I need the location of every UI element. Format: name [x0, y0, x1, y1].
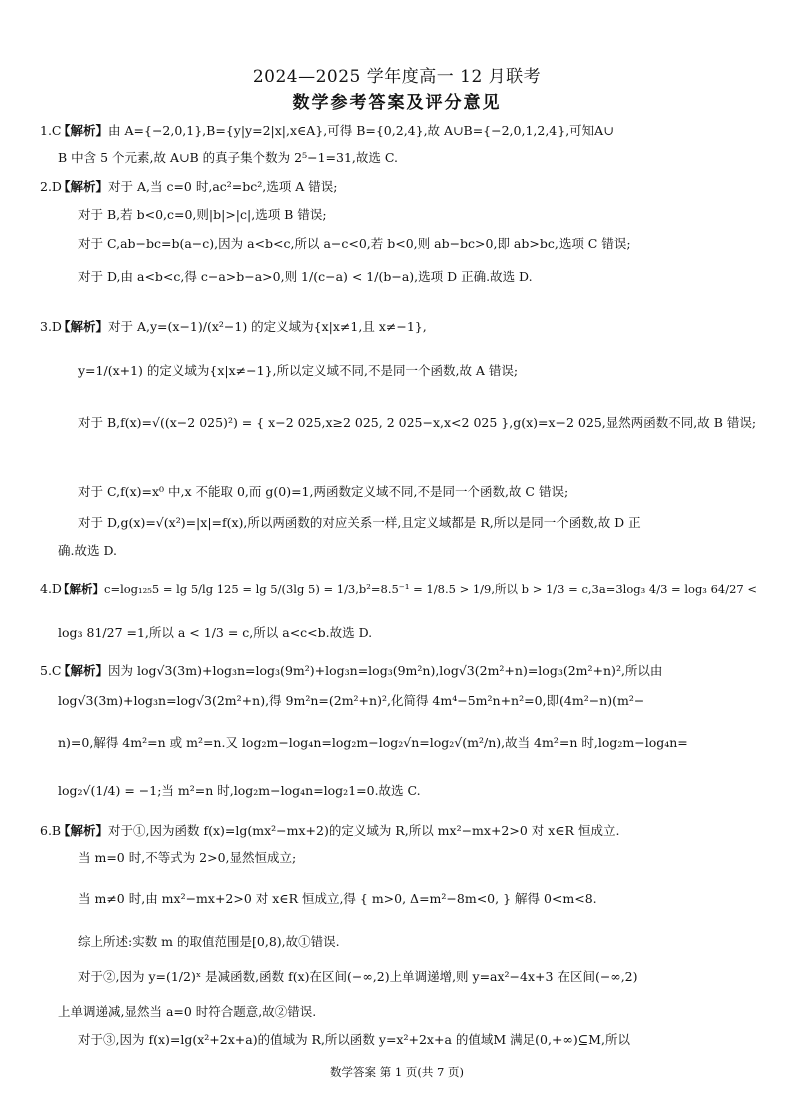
q2-text-3: 对于 C,ab−bc=b(a−c),因为 a<b<c,所以 a−c<0,若 b<0,则 ab−bc>0,即 ab>bc,选项 C 错误;	[78, 236, 631, 251]
answer-key-title: 数学参考答案及评分意见	[292, 93, 502, 113]
q3-text-1: 对于 A,y=(x−1)/(x²−1) 的定义域为{x|x≠1,且 x≠−1},	[108, 319, 427, 334]
q1-text-2: B 中含 5 个元素,故 A∪B 的真子集个数为 2⁵−1=31,故选 C.	[58, 150, 398, 165]
q3-text-6: 确.故选 D.	[58, 543, 117, 558]
q2-label: 【解析】	[58, 179, 109, 194]
q4-text-1: c=log₁₂₅5 = lg 5/lg 125 = lg 5/(3lg 5) = 1/3,b²=8.5⁻¹ = 1/8.5 > 1/9,所以 b > 1/3 = c,3a=3log₃ 4/3 = log₃ 64/27 <	[104, 582, 758, 596]
q2-text-2: 对于 B,若 b<0,c=0,则|b|>|c|,选项 B 错误;	[78, 207, 327, 222]
q4-text-2: log₃ 81/27 =1,所以 a < 1/3 = c,所以 a<c<b.故选 D.	[58, 625, 373, 640]
q6-text-4: 综上所述:实数 m 的取值范围是[0,8),故①错误.	[78, 934, 340, 949]
q6-text-3: 当 m≠0 时,由 mx²−mx+2>0 对 x∈R 恒成立,得 { m>0, Δ=m²−8m<0, } 解得 0<m<8.	[78, 891, 597, 906]
q3-text-2: y=1/(x+1) 的定义域为{x|x≠−1},所以定义域不同,不是同一个函数,故 A 错误;	[78, 363, 519, 378]
q6-label: 【解析】	[58, 823, 109, 838]
q3-text-3: 对于 B,f(x)=√((x−2 025)²) = { x−2 025,x≥2 025, 2 025−x,x<2 025 },g(x)=x−2 025,显然两函数不同,故 B 错误;	[78, 415, 757, 430]
q4-number: 4.D	[40, 581, 62, 596]
q6-text-5: 对于②,因为 y=(1/2)ˣ 是减函数,函数 f(x)在区间(−∞,2)上单调递增,则 y=ax²−4x+3 在区间(−∞,2)	[78, 969, 638, 984]
q3-number: 3.D	[40, 319, 62, 334]
q3-text-5: 对于 D,g(x)=√(x²)=|x|=f(x),所以两函数的对应关系一样,且定义域都是 R,所以是同一个函数,故 D 正	[78, 515, 641, 530]
q1-number: 1.C	[40, 123, 62, 138]
q2-number: 2.D	[40, 179, 62, 194]
q6-text-6: 上单调递减,显然当 a=0 时符合题意,故②错误.	[58, 1004, 317, 1019]
q6-text-7: 对于③,因为 f(x)=lg(x²+2x+a)的值域为 R,所以函数 y=x²+2x+a 的值域M 满足(0,+∞)⊆M,所以	[78, 1032, 630, 1047]
q5-number: 5.C	[40, 663, 62, 678]
page-footer: 数学答案 第 1 页(共 7 页)	[330, 1065, 464, 1079]
q2-text-1: 对于 A,当 c=0 时,ac²=bc²,选项 A 错误;	[108, 179, 338, 194]
q5-text-3: n)=0,解得 4m²=n 或 m²=n.又 log₂m−log₄n=log₂m−log₂√n=log₂√(m²/n),故当 4m²=n 时,log₂m−log₄n=	[58, 735, 688, 750]
q2-text-4: 对于 D,由 a<b<c,得 c−a>b−a>0,则 1/(c−a) < 1/(b−a),选项 D 正确.故选 D.	[78, 269, 533, 284]
q1-label: 【解析】	[58, 123, 109, 138]
q6-text-2: 当 m=0 时,不等式为 2>0,显然恒成立;	[78, 850, 297, 865]
q5-text-1: 因为 log√3(3m)+log₃n=log₃(9m²)+log₃n=log₃(9m²n),log√3(2m²+n)=log₃(2m²+n)²,所以由	[108, 663, 663, 678]
exam-title: 2024—2025 学年度高一 12 月联考	[252, 67, 542, 87]
q6-text-1: 对于①,因为函数 f(x)=lg(mx²−mx+2)的定义域为 R,所以 mx²−mx+2>0 对 x∈R 恒成立.	[108, 823, 620, 838]
q3-text-4: 对于 C,f(x)=x⁰ 中,x 不能取 0,而 g(0)=1,两函数定义域不同,不是同一个函数,故 C 错误;	[78, 484, 569, 499]
q3-label: 【解析】	[58, 319, 109, 334]
q1-text-1: 由 A={−2,0,1},B={y|y=2|x|,x∈A},可得 B={0,2,4},故 A∪B={−2,0,1,2,4},可知A∪	[108, 123, 614, 138]
q6-number: 6.B	[40, 823, 62, 838]
q4-label: 【解析】	[58, 582, 104, 596]
q5-text-4: log₂√(1/4) = −1;当 m²=n 时,log₂m−log₄n=log₂1=0.故选 C.	[58, 783, 421, 798]
q5-label: 【解析】	[58, 663, 109, 678]
q5-text-2: log√3(3m)+log₃n=log√3(2m²+n),得 9m²n=(2m²+n)²,化简得 4m⁴−5m²n+n²=0,即(4m²−n)(m²−	[58, 693, 645, 708]
